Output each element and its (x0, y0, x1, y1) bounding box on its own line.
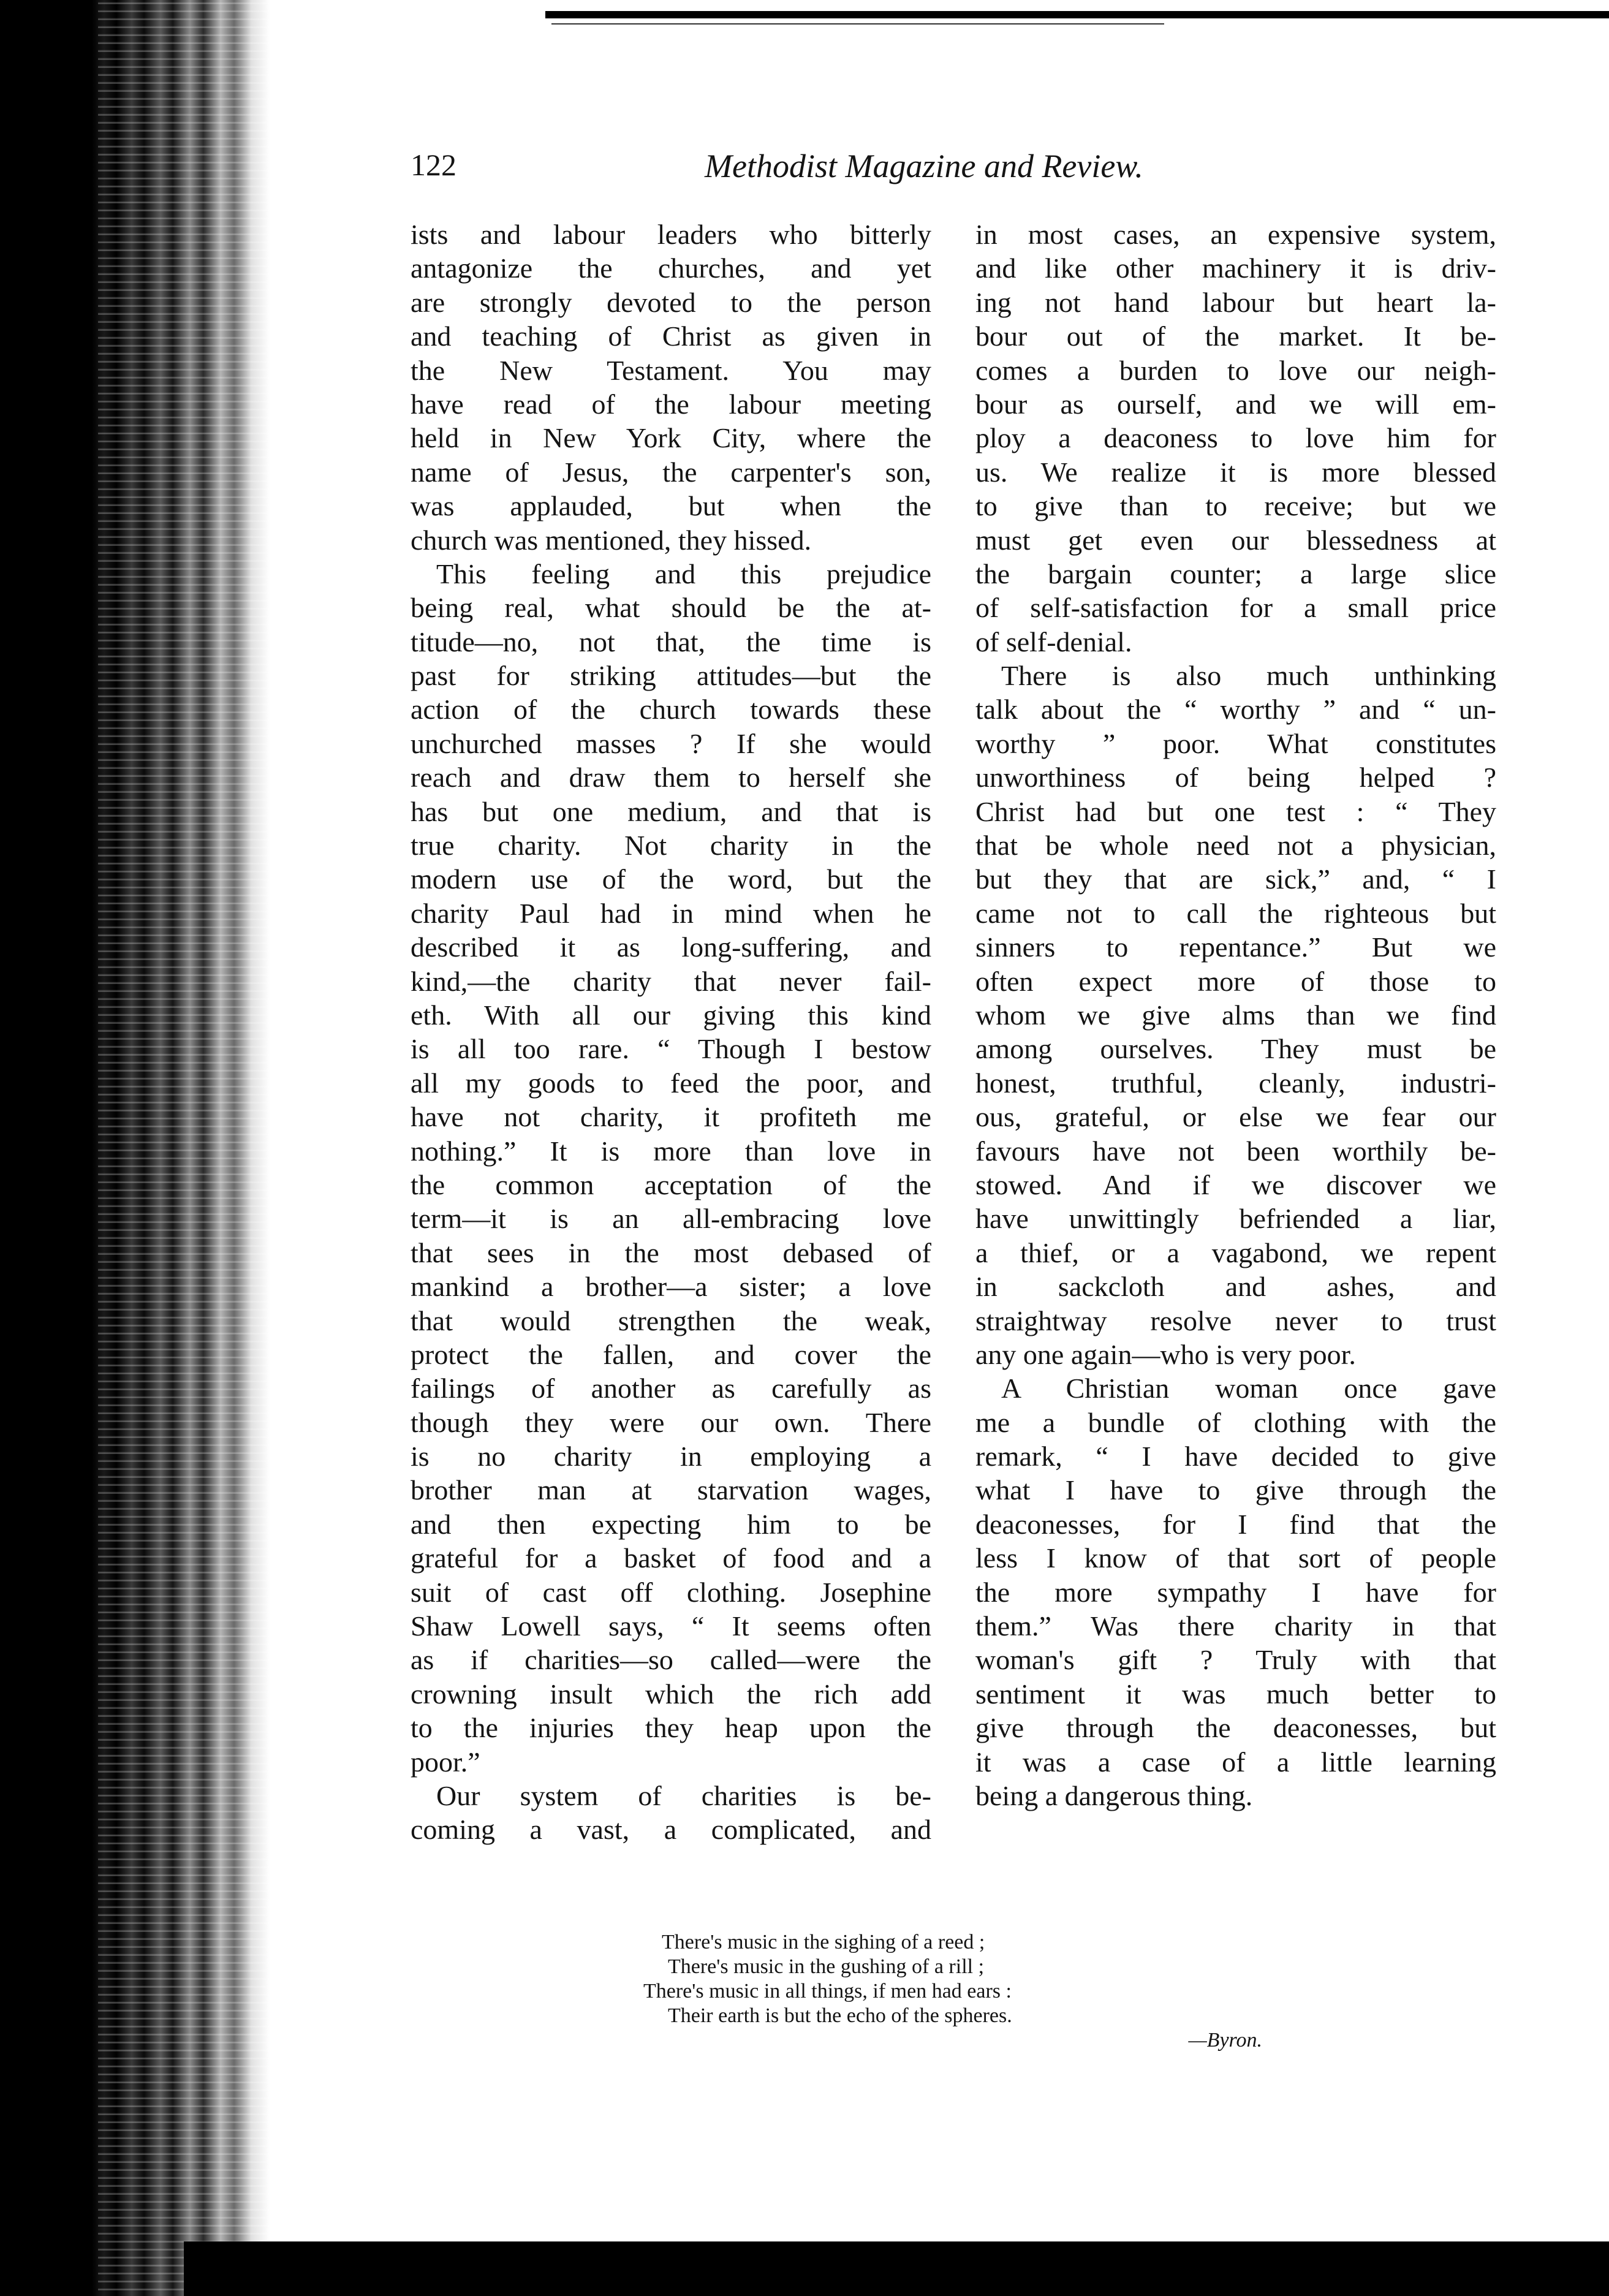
text-line: that would strengthen the weak, (411, 1305, 931, 1336)
text-line: reach and draw them to herself she (411, 762, 931, 794)
text-line: unchurched masses ? If she would (411, 727, 931, 759)
text-line: any one again—who is very poor. (975, 1338, 1356, 1370)
text-line: it was a case of a little learning (975, 1746, 1496, 1778)
text-line: worthy ” poor. What constitutes (975, 727, 1496, 759)
text-line: church was mentioned, they hissed. (411, 524, 812, 556)
poem-line: There's music in the sighing of a reed ; (662, 1931, 985, 1953)
text-line: described it as long-suffering, and (411, 931, 931, 963)
top-scan-border (545, 11, 1609, 18)
paragraph-start: There is also much unthinking (1001, 660, 1496, 692)
text-line: titude—no, not that, the time is (411, 626, 931, 657)
text-line: charity Paul had in mind when he (411, 897, 931, 929)
text-line: a thief, or a vagabond, we repent (975, 1237, 1496, 1268)
bottom-scan-border (184, 2241, 1609, 2296)
text-line: among ourselves. They must be (975, 1033, 1496, 1065)
text-line: antagonize the churches, and yet (411, 252, 931, 284)
text-line: unworthiness of being helped ? (975, 762, 1496, 794)
text-line: are strongly devoted to the person (411, 286, 931, 318)
text-line: all my goods to feed the poor, and (411, 1067, 931, 1099)
text-line: Shaw Lowell says, “ It seems often (411, 1610, 931, 1642)
text-line: sentiment it was much better to (975, 1678, 1496, 1710)
text-line: honest, truthful, cleanly, industri- (975, 1067, 1496, 1099)
top-scan-rule (551, 23, 1164, 25)
text-line: past for striking attitudes—but the (411, 660, 931, 692)
text-line: have not charity, it profiteth me (411, 1101, 931, 1133)
text-line: the bargain counter; a large slice (975, 558, 1496, 589)
text-line: as if charities—so called—were the (411, 1644, 931, 1676)
text-line: me a bundle of clothing with the (975, 1406, 1496, 1438)
page-number: 122 (411, 148, 456, 182)
poem-line: Their earth is but the echo of the spheres. (668, 2004, 1012, 2027)
text-line: nothing.” It is more than love in (411, 1135, 931, 1167)
text-line: though they were our own. There (411, 1406, 931, 1438)
text-line: suit of cast off clothing. Josephine (411, 1576, 931, 1608)
text-line: name of Jesus, the carpenter's son, (411, 456, 931, 488)
text-line: and like other machinery it is driv- (975, 252, 1496, 284)
text-line: comes a burden to love our neigh- (975, 354, 1496, 386)
text-line: the New Testament. You may (411, 354, 931, 386)
text-line: held in New York City, where the (411, 422, 931, 454)
text-line: being a dangerous thing. (975, 1779, 1253, 1811)
text-line: less I know of that sort of people (975, 1542, 1496, 1574)
text-line: what I have to give through the (975, 1474, 1496, 1506)
text-line: and teaching of Christ as given in (411, 320, 931, 352)
text-line: grateful for a basket of food and a (411, 1542, 931, 1574)
text-line: the more sympathy I have for (975, 1576, 1496, 1608)
page-header (411, 147, 1244, 190)
text-line: ing not hand labour but heart la- (975, 286, 1496, 318)
text-line: whom we give alms than we find (975, 999, 1496, 1031)
text-line: them.” Was there charity in that (975, 1610, 1496, 1642)
text-line: crowning insult which the rich add (411, 1678, 931, 1710)
text-line: is no charity in employing a (411, 1441, 931, 1472)
text-line: to the injuries they heap upon the (411, 1712, 931, 1744)
text-line: that sees in the most debased of (411, 1237, 931, 1268)
text-line: has but one medium, and that is (411, 795, 931, 827)
text-line: sinners to repentance.” But we (975, 931, 1496, 963)
text-line: came not to call the righteous but (975, 897, 1496, 929)
text-line: Christ had but one test : “ They (975, 795, 1496, 827)
running-title: Methodist Magazine and Review. (705, 148, 1143, 184)
text-line: is all too rare. “ Though I bestow (411, 1033, 931, 1065)
text-line: must get even our blessedness at (975, 524, 1496, 556)
text-line: give through the deaconesses, but (975, 1712, 1496, 1744)
text-line: modern use of the word, but the (411, 863, 931, 895)
text-line: bour as ourself, and we will em- (975, 388, 1496, 420)
text-line: stowed. And if we discover we (975, 1169, 1496, 1200)
text-line: ists and labour leaders who bitterly (411, 219, 931, 250)
text-line: term—it is an all-embracing love (411, 1203, 931, 1235)
poem-line: There's music in all things, if men had ears : (643, 1980, 1012, 2002)
text-line: favours have not been worthily be- (975, 1135, 1496, 1167)
text-line: was applauded, but when the (411, 490, 931, 522)
text-line: straightway resolve never to trust (975, 1305, 1496, 1336)
text-line: remark, “ I have decided to give (975, 1441, 1496, 1472)
text-line: brother man at starvation wages, (411, 1474, 931, 1506)
text-line: the common acceptation of the (411, 1169, 931, 1200)
text-line: being real, what should be the at- (411, 592, 931, 624)
text-line: bour out of the market. It be- (975, 320, 1496, 352)
text-line: deaconesses, for I find that the (975, 1508, 1496, 1540)
text-line: have unwittingly befriended a liar, (975, 1203, 1496, 1235)
text-line: mankind a brother—a sister; a love (411, 1271, 931, 1303)
text-line: woman's gift ? Truly with that (975, 1644, 1496, 1676)
text-line: have read of the labour meeting (411, 388, 931, 420)
text-line: but they that are sick,” and, “ I (975, 863, 1496, 895)
text-line: to give than to receive; but we (975, 490, 1496, 522)
text-line: that be whole need not a physician, (975, 830, 1496, 862)
right-text-column (975, 218, 1496, 1813)
text-line: us. We realize it is more blessed (975, 456, 1496, 488)
poem-quotation (643, 1930, 1268, 2053)
text-line: talk about the “ worthy ” and “ un- (975, 694, 1496, 726)
text-line: kind,—the charity that never fail- (411, 965, 931, 997)
text-line: action of the church towards these (411, 694, 931, 726)
text-line: of self-denial. (975, 626, 1132, 657)
text-line: poor.” (411, 1746, 480, 1778)
text-line: failings of another as carefully as (411, 1373, 931, 1404)
poem-attribution: —Byron. (1188, 2029, 1262, 2052)
text-line: in most cases, an expensive system, (975, 219, 1496, 250)
paragraph-start: This feeling and this prejudice (436, 558, 931, 589)
text-line: coming a vast, a complicated, and (411, 1814, 931, 1846)
text-line: and then expecting him to be (411, 1508, 931, 1540)
text-line: eth. With all our giving this kind (411, 999, 931, 1031)
poem-line: There's music in the gushing of a rill ; (668, 1955, 985, 1978)
text-line: ploy a deaconess to love him for (975, 422, 1496, 454)
text-line: ous, grateful, or else we fear our (975, 1101, 1496, 1133)
paragraph-start: Our system of charities is be- (436, 1779, 931, 1811)
paragraph-start: A Christian woman once gave (1001, 1373, 1496, 1404)
text-line: in sackcloth and ashes, and (975, 1271, 1496, 1303)
text-line: protect the fallen, and cover the (411, 1338, 931, 1370)
left-text-column (411, 218, 931, 1847)
scan-binding-edge (0, 0, 270, 2296)
text-line: of self-satisfaction for a small price (975, 592, 1496, 624)
text-line: often expect more of those to (975, 965, 1496, 997)
text-line: true charity. Not charity in the (411, 830, 931, 862)
